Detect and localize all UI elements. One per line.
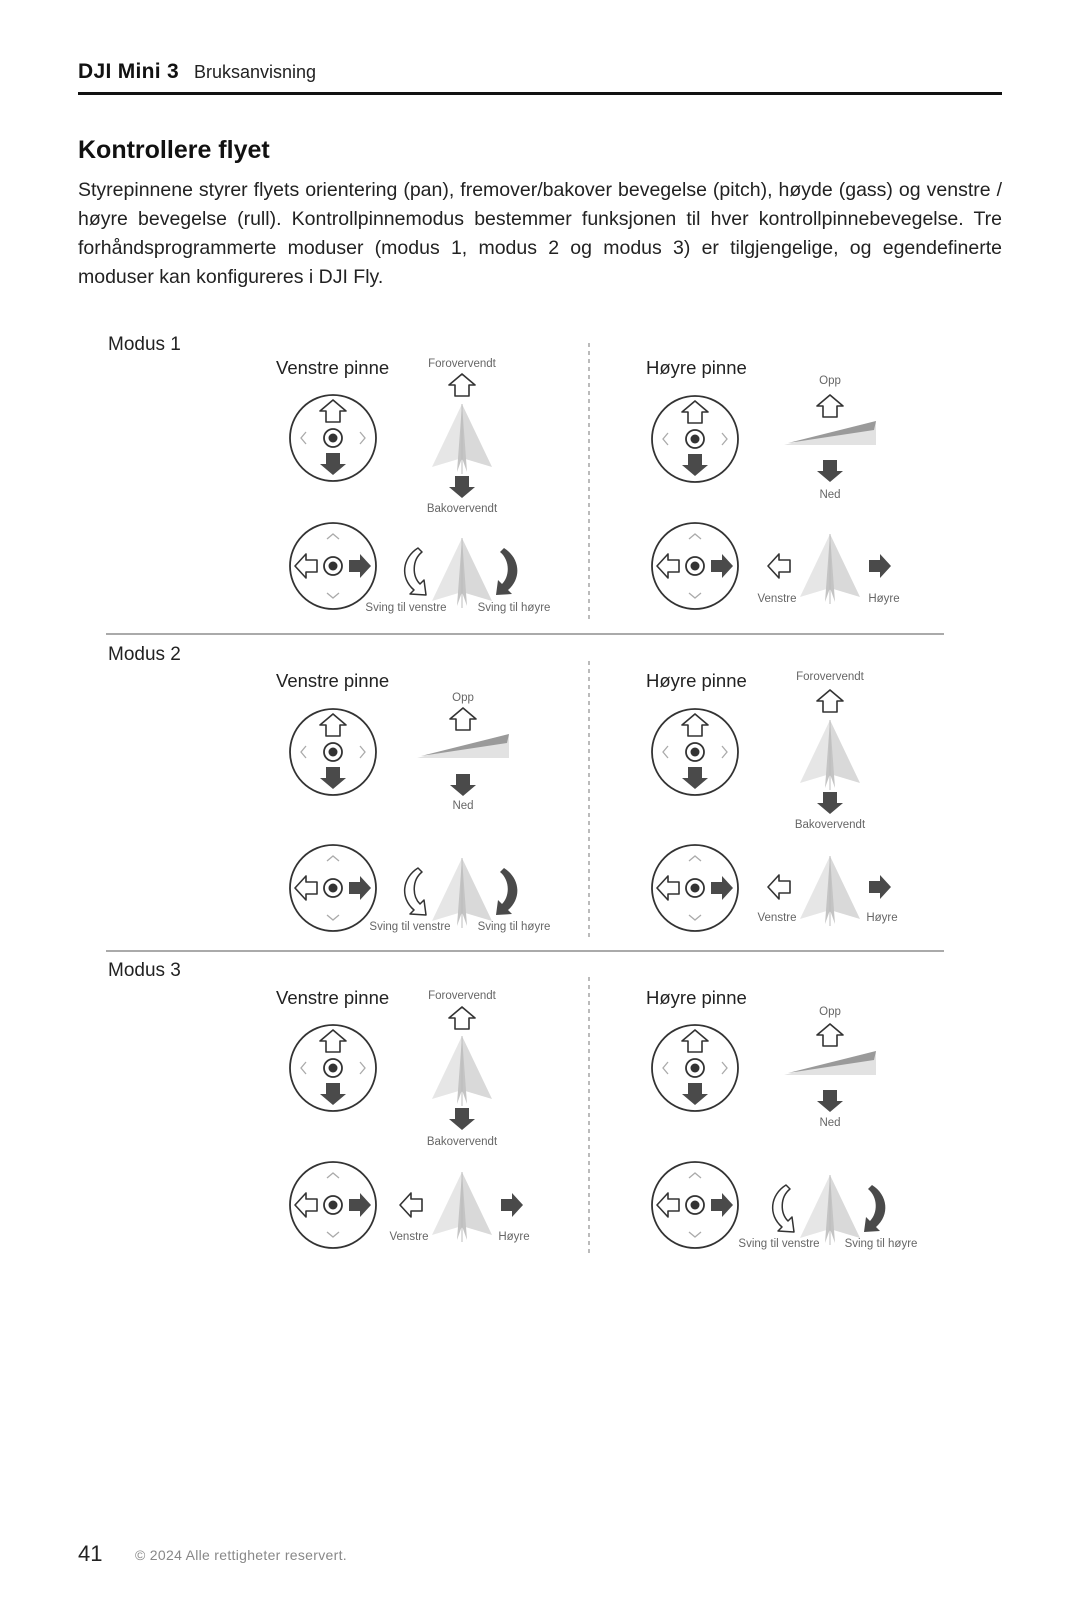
right-stick-label: Høyre pinne [646, 670, 747, 691]
ascend-wedge-icon [784, 1051, 876, 1075]
right-vertical-top-label: Opp [819, 1006, 841, 1018]
right-horizontal-right-label: Høyre [868, 593, 900, 605]
left-stick-vertical-icon [290, 1025, 376, 1111]
right-stick-label: Høyre pinne [646, 357, 747, 378]
plane-icon [800, 1175, 860, 1245]
right-stick-vertical-icon [652, 1025, 738, 1111]
plane-icon [800, 534, 860, 604]
section-title: Kontrollere flyet [78, 136, 270, 164]
right-horizontal-left-label: Sving til venstre [738, 1238, 820, 1250]
left-stick-vertical-icon [290, 395, 376, 481]
mode-2-panel [108, 644, 898, 933]
right-stick-vertical-icon [652, 396, 738, 482]
left-horizontal-right-label: Sving til høyre [477, 921, 551, 933]
up-arrow-icon [817, 395, 843, 417]
right-horizontal-right-label: Sving til høyre [844, 1238, 918, 1250]
left-vertical-top-label: Forovervendt [428, 358, 496, 370]
right-horizontal-right-label: Høyre [866, 912, 898, 924]
plane-icon [800, 856, 860, 926]
mode-title: Modus 2 [108, 644, 181, 665]
left-stick-label: Venstre pinne [276, 987, 390, 1008]
down-arrow-icon [817, 460, 843, 482]
left-horizontal-left-label: Sving til venstre [369, 921, 451, 933]
down-arrow-icon [449, 476, 475, 498]
left-vertical-top-label: Forovervendt [428, 990, 496, 1002]
plane-icon [432, 1036, 492, 1106]
rotate-left-icon [405, 548, 426, 595]
right-stick-horizontal-icon [652, 845, 738, 931]
down-arrow-icon [449, 1108, 475, 1130]
plane-icon [800, 720, 860, 790]
right-arrow-icon [869, 554, 891, 578]
left-stick-horizontal-icon [290, 845, 376, 931]
page-number: 41 [78, 1541, 103, 1566]
mode-title: Modus 3 [108, 960, 181, 981]
right-arrow-icon [869, 875, 891, 899]
left-horizontal-right-label: Høyre [498, 1231, 530, 1243]
plane-icon [432, 404, 492, 474]
right-vertical-bottom-label: Bakovervendt [794, 819, 866, 831]
right-stick-label: Høyre pinne [646, 987, 747, 1008]
left-horizontal-right-label: Sving til høyre [477, 602, 551, 614]
right-horizontal-left-label: Venstre [757, 593, 797, 605]
right-stick-vertical-icon [652, 709, 738, 795]
plane-icon [432, 858, 492, 928]
right-vertical-bottom-label: Ned [819, 489, 841, 501]
left-arrow-icon [768, 554, 790, 578]
plane-icon [432, 1172, 492, 1242]
left-horizontal-left-label: Sving til venstre [365, 602, 447, 614]
up-arrow-icon [450, 708, 476, 730]
rotate-left-icon [773, 1185, 794, 1232]
right-vertical-bottom-label: Ned [819, 1117, 841, 1129]
left-vertical-top-label: Opp [452, 692, 474, 704]
left-arrow-icon [768, 875, 790, 899]
right-horizontal-left-label: Venstre [757, 912, 797, 924]
left-stick-horizontal-icon [290, 1162, 376, 1248]
down-arrow-icon [450, 774, 476, 796]
up-arrow-icon [449, 374, 475, 396]
left-vertical-bottom-label: Bakovervendt [426, 503, 498, 515]
left-stick-vertical-icon [290, 709, 376, 795]
up-arrow-icon [449, 1007, 475, 1029]
ascend-wedge-icon [784, 421, 876, 445]
copyright-notice: © 2024 Alle rettigheter reservert. [135, 1547, 347, 1563]
mode-1-panel [108, 334, 900, 614]
document-type: Bruksanvisning [194, 62, 317, 82]
down-arrow-icon [817, 792, 843, 814]
intro-paragraph: Styrepinnene styrer flyets orientering (pan), fremover/bakover bevegelse (pitch), høyde (gass) og venstre / høyre bevegelse (rull). Kontrollpinnemodus bestemmer funksjonen til hver kontrollpinnebevegelse. Tre forhåndsprogrammerte moduser (modus 1, modus 2 og modus 3) er tilgjengelige, og egendefinerte moduser kan konfigureres i DJI Fly. [78, 179, 1002, 288]
right-vertical-top-label: Opp [819, 375, 841, 387]
left-stick-label: Venstre pinne [276, 357, 390, 378]
right-arrow-icon [501, 1193, 523, 1217]
mode-3-panel [108, 960, 917, 1250]
rotate-left-icon [405, 868, 426, 915]
up-arrow-icon [817, 690, 843, 712]
mode-title: Modus 1 [108, 334, 181, 355]
left-stick-horizontal-icon [290, 523, 376, 609]
right-stick-horizontal-icon [652, 523, 738, 609]
right-vertical-top-label: Forovervendt [796, 671, 864, 683]
rotate-right-icon [496, 548, 517, 595]
ascend-wedge-icon [417, 734, 509, 758]
rotate-right-icon [864, 1185, 885, 1232]
left-arrow-icon [400, 1193, 422, 1217]
right-stick-horizontal-icon [652, 1162, 738, 1248]
rotate-right-icon [496, 868, 517, 915]
down-arrow-icon [817, 1090, 843, 1112]
brand-title: DJI Mini 3 [78, 60, 180, 83]
left-vertical-bottom-label: Bakovervendt [426, 1136, 498, 1148]
plane-icon [432, 538, 492, 608]
left-vertical-bottom-label: Ned [452, 800, 474, 812]
left-horizontal-left-label: Venstre [389, 1231, 429, 1243]
left-stick-label: Venstre pinne [276, 670, 390, 691]
up-arrow-icon [817, 1024, 843, 1046]
